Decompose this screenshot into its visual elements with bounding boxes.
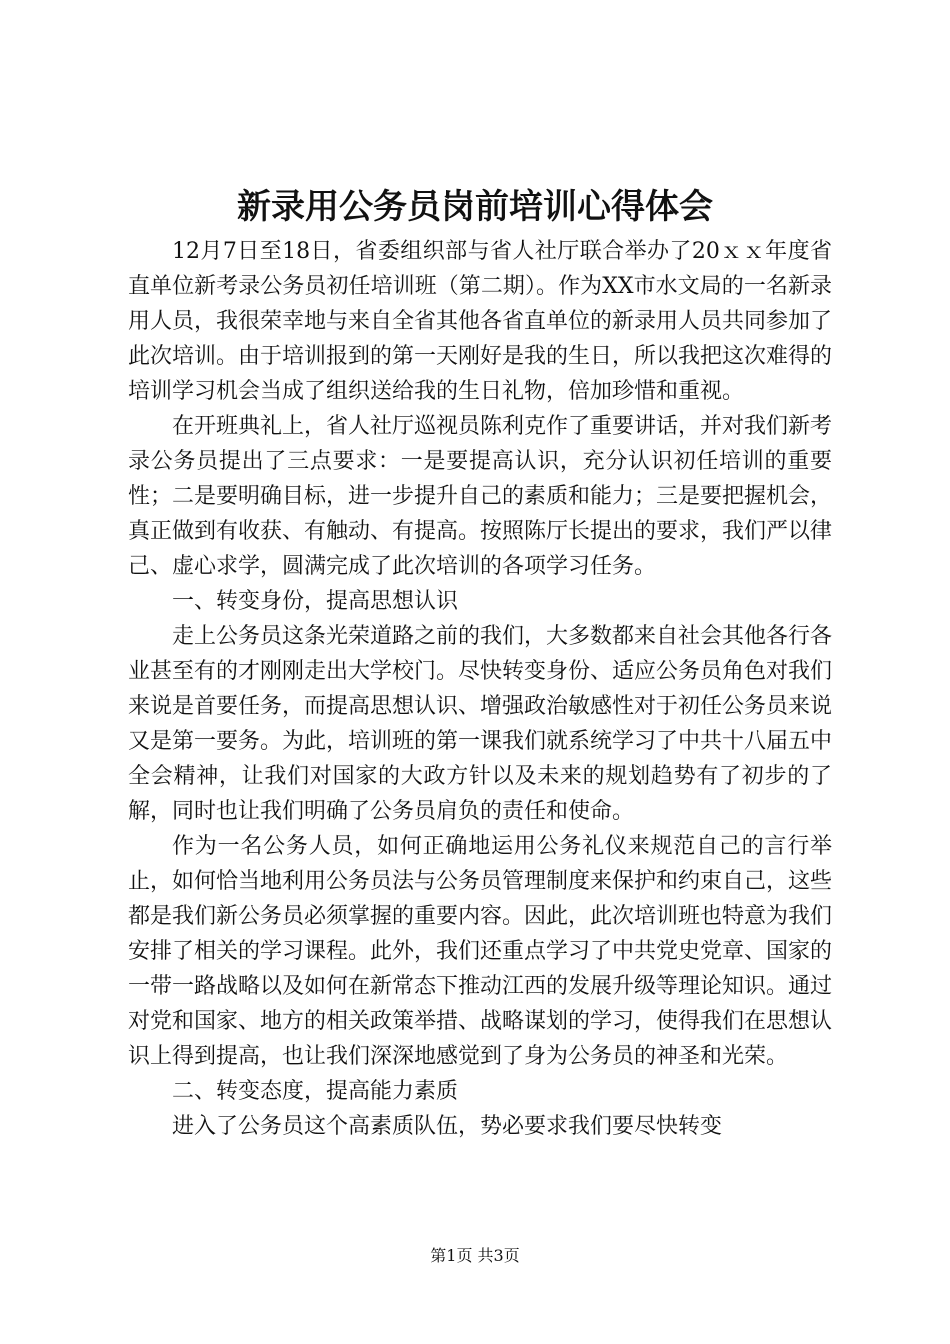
paragraph-intro: 12月7日至18日，省委组织部与省人社厅联合举办了20ｘｘ年度省直单位新考录公务员初任培训班（第二期）。作为XX市水文局的一名新录用人员，我很荣幸地与来自全省其他各省直单位的新录用人员共同参加了此次培训。由于培训报到的第一天刚好是我的生日，所以我把这次难得的培训学习机会当成了组织送给我的生日礼物，倍加珍惜和重视。: [128, 239, 833, 404]
section-heading-2: 二、转变态度，提高能力素质: [172, 1079, 459, 1104]
paragraph-opening-ceremony: 在开班典礼上，省人社厅巡视员陈利克作了重要讲话，并对我们新考录公务员提出了三点要求：一是要提高认识，充分认识初任培训的重要性；二是要明确目标，进一步提升自己的素质和能力；三是要把握机会，真正做到有收获、有触动、有提高。按照陈厅长提出的要求，我们严以律己、虚心求学，圆满完成了此次培训的各项学习任务。: [128, 414, 833, 579]
document-body: [128, 234, 832, 1144]
section-heading-1: 一、转变身份，提高思想认识: [172, 589, 459, 614]
paragraph-section-1b: 作为一名公务人员，如何正确地运用公务礼仪来规范自己的言行举止，如何恰当地利用公务员法与公务员管理制度来保护和约束自己，这些都是我们新公务员必须掌握的重要内容。因此，此次培训班也特意为我们安排了相关的学习课程。此外，我们还重点学习了中共党史党章、国家的一带一路战略以及如何在新常态下推动江西的发展升级等理论知识。通过对党和国家、地方的相关政策举措、战略谋划的学习，使得我们在思想认识上得到提高，也让我们深深地感觉到了身为公务员的神圣和光荣。: [128, 834, 833, 1069]
page-footer: 第1页 共3页: [430, 1246, 520, 1265]
document-title: 新录用公务员岗前培训心得体会: [237, 187, 713, 227]
paragraph-section-2a: 进入了公务员这个高素质队伍，势必要求我们要尽快转变: [172, 1114, 723, 1139]
paragraph-section-1a: 走上公务员这条光荣道路之前的我们，大多数都来自社会其他各行各业甚至有的才刚刚走出大学校门。尽快转变身份、适应公务员角色对我们来说是首要任务，而提高思想认识、增强政治敏感性对于初任公务员来说又是第一要务。为此，培训班的第一课我们就系统学习了中共十八届五中全会精神，让我们对国家的大政方针以及未来的规划趋势有了初步的了解，同时也让我们明确了公务员肩负的责任和使命。: [128, 624, 833, 824]
